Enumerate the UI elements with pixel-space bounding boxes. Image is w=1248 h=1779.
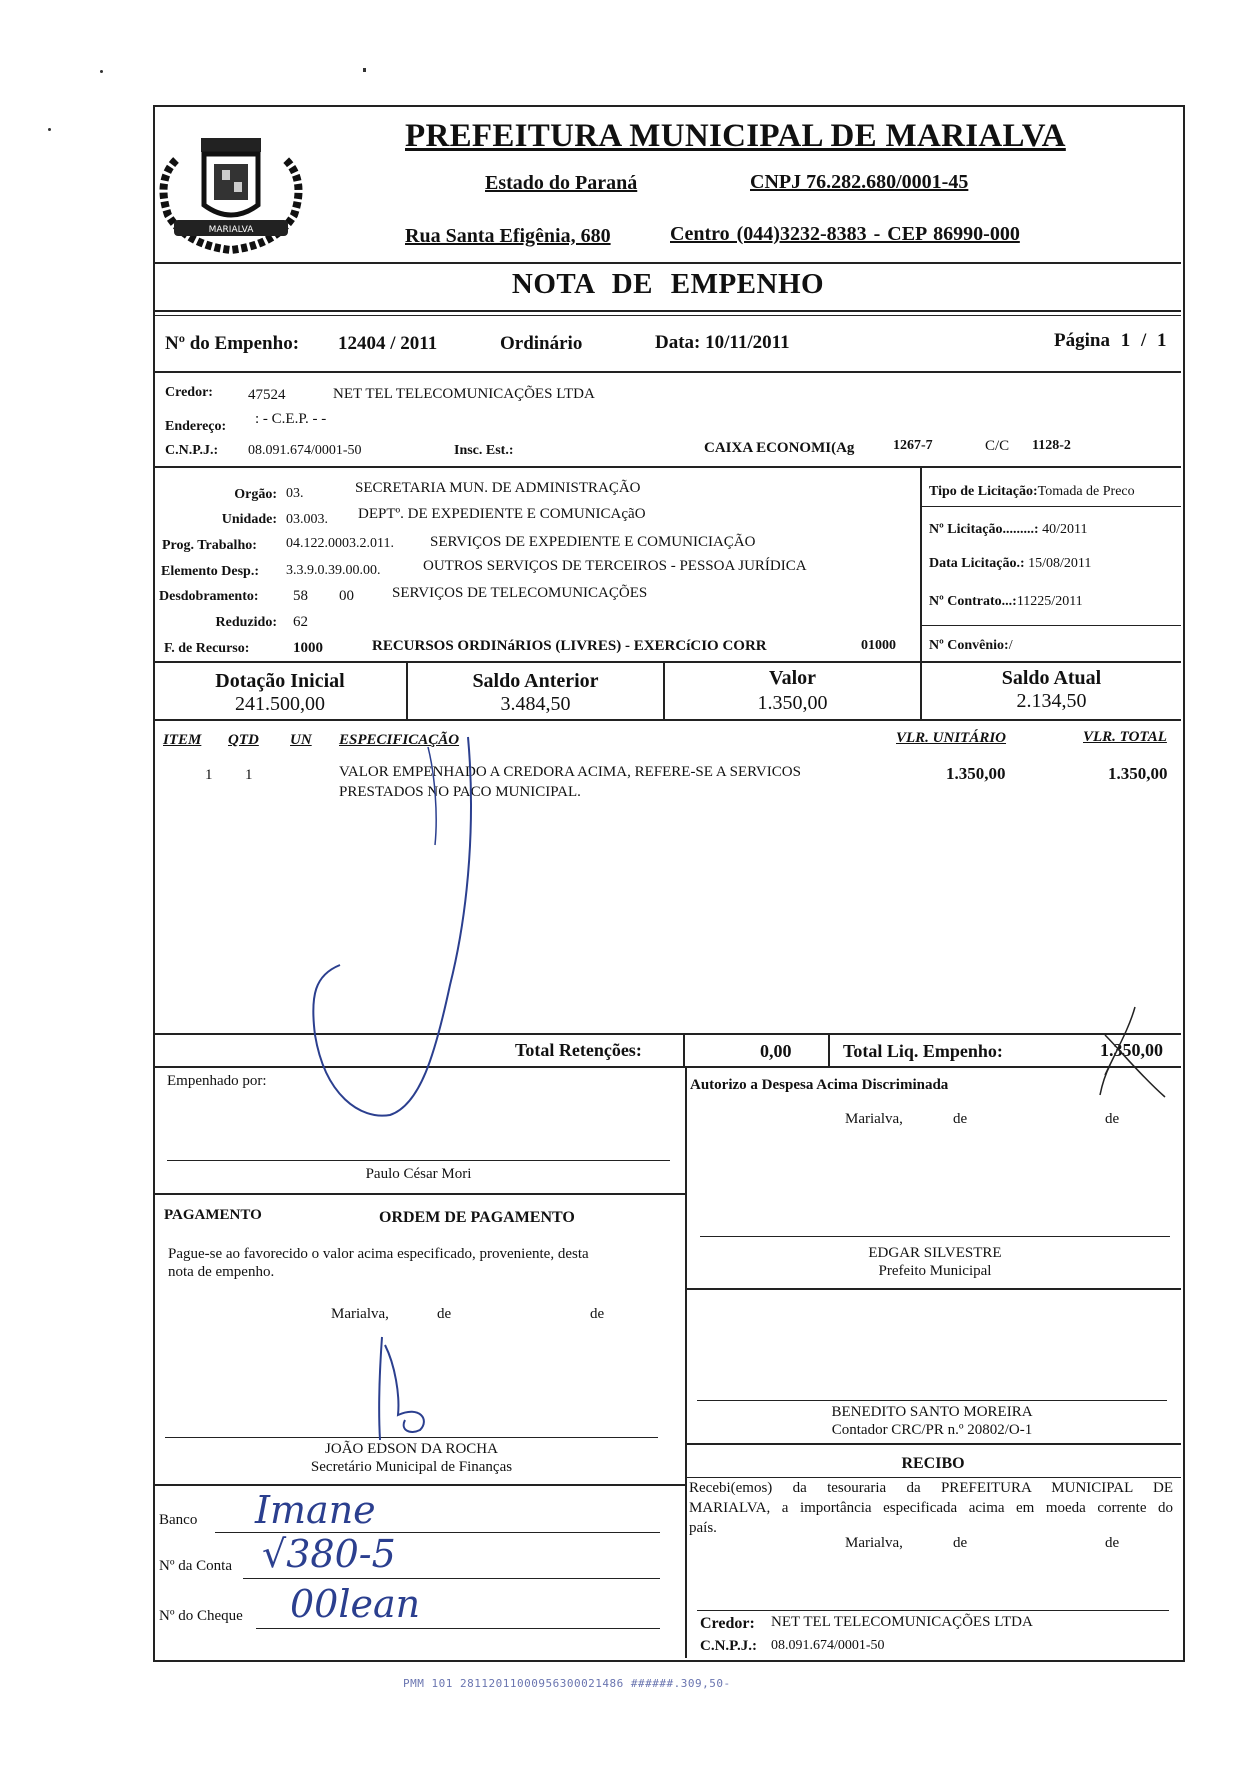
prefeito-role: Prefeito Municipal <box>878 1263 992 1279</box>
district-phone-cep: Centro (044)3232-8383 - CEP 86990-000 <box>670 223 1020 245</box>
contador-role: Contador CRC/PR n.º 20802/O-1 <box>831 1422 1033 1438</box>
recibo-cnpj-value: 08.091.674/0001-50 <box>771 1638 885 1653</box>
recibo-text-line3: país. <box>689 1520 717 1536</box>
convenio-value: / <box>1008 638 1013 653</box>
elemento-label: Elemento Desp.: <box>161 564 259 579</box>
col-vlr-unitario: VLR. UNITÁRIO <box>896 730 1007 746</box>
banco-label: Banco <box>159 1512 198 1528</box>
credor-label: Credor: <box>165 385 213 400</box>
pagamento-text-line1: Pague-se ao favorecido o valor acima especificado, proveniente, desta <box>168 1246 589 1262</box>
pagamento-local: Marialva, <box>331 1306 389 1322</box>
scan-speck <box>48 128 51 131</box>
desdobramento-a: 58 <box>293 588 308 604</box>
contrato-label: Nº Contrato...:11225/2011 <box>929 594 1083 609</box>
state-label: Estado do Paraná <box>485 172 638 194</box>
unidade-code: 03.003. <box>286 512 328 527</box>
unidade-desc: DEPTº. DE EXPEDIENTE E COMUNICAçãO <box>358 506 646 522</box>
prog-trabalho-code: 04.122.0003.2.011. <box>286 536 394 551</box>
col-un: UN <box>290 732 312 748</box>
item-desc-line1: VALOR EMPENHADO A CREDORA ACIMA, REFERE-SE A SERVICOS <box>339 764 801 780</box>
banco-handwritten: Imane <box>255 1488 376 1532</box>
dotacao-value: 241.500,00 <box>235 693 325 715</box>
recurso-number: 01000 <box>861 638 896 653</box>
contrato-value: 11225/2011 <box>1016 594 1083 609</box>
cc-label: C/C <box>985 438 1010 454</box>
prog-trabalho-label: Prog. Trabalho: <box>162 538 257 553</box>
empenho-type: Ordinário <box>500 333 583 354</box>
item-unit-value: 1.350,00 <box>946 764 1006 783</box>
cc-value: 1128-2 <box>1032 438 1071 453</box>
total-liquido-label: Total Liq. Empenho: <box>843 1041 1003 1061</box>
cheque-handwritten: 00lean <box>290 1582 421 1626</box>
credor-name: NET TEL TELECOMUNICAÇÕES LTDA <box>333 386 595 402</box>
elemento-desc: OUTROS SERVIÇOS DE TERCEIROS - PESSOA JURÍDICA <box>423 558 807 574</box>
item-number: 1 <box>205 767 213 783</box>
empenho-number-label: Nº do Empenho: <box>165 333 300 354</box>
desdobramento-b: 00 <box>339 588 354 604</box>
desdobramento-label: Desdobramento: <box>159 589 259 604</box>
municipal-seal-icon <box>156 120 306 260</box>
recibo-title: RECIBO <box>901 1455 965 1472</box>
valor-label: Valor <box>768 667 817 689</box>
autorizo-label: Autorizo a Despesa Acima Discriminada <box>690 1077 949 1093</box>
saldo-atual-label: Saldo Atual <box>1001 667 1102 689</box>
recurso-label: F. de Recurso: <box>164 641 250 656</box>
reduzido-label: Reduzido: <box>215 615 277 630</box>
saldo-atual-value: 2.134,50 <box>1016 690 1087 712</box>
credor-code: 47524 <box>248 387 286 403</box>
orgao-code: 03. <box>286 486 304 501</box>
signature-paulo-icon <box>300 735 480 1145</box>
cnpj-label-credor: C.N.P.J.: <box>165 443 219 458</box>
valor-value: 1.350,00 <box>757 692 828 714</box>
recibo-local: Marialva, <box>845 1535 903 1551</box>
seal-text: MARIALVA <box>208 225 254 235</box>
total-liquido-value: 1.350,00 <box>1100 1040 1163 1060</box>
prefeito-name: EDGAR SILVESTRE <box>868 1245 1002 1261</box>
item-total-value: 1.350,00 <box>1108 764 1168 783</box>
item-desc-line2: PRESTADOS NO PACO MUNICIPAL. <box>339 784 581 800</box>
scan-speck <box>100 70 103 73</box>
convenio-label: Nº Convênio:/ <box>929 638 1013 653</box>
recibo-de2: de <box>1105 1535 1120 1551</box>
conta-label: Nº da Conta <box>159 1558 232 1574</box>
orgao-desc: SECRETARIA MUN. DE ADMINISTRAÇÃO <box>355 480 641 496</box>
num-licitacao-value: 40/2011 <box>1042 522 1088 537</box>
endereco-label: Endereço: <box>165 419 227 434</box>
empenhado-signer: Paulo César Mori <box>365 1166 472 1182</box>
pagamento-title: PAGAMENTO <box>164 1207 262 1223</box>
col-item: ITEM <box>163 732 202 748</box>
cnpj-label: CNPJ 76.282.680/0001-45 <box>750 171 969 193</box>
footer-stamp: PMM 101 28112011000956300021486 ######.309,50- <box>403 1677 731 1690</box>
scan-speck <box>363 68 366 72</box>
contador-name: BENEDITO SANTO MOREIRA <box>831 1404 1033 1420</box>
col-especificacao: ESPECIFICAÇÃO <box>339 732 460 748</box>
secretario-role: Secretário Municipal de Finanças <box>310 1459 513 1475</box>
unidade-label: Unidade: <box>221 512 277 527</box>
page-number: Página 1 / 1 <box>1054 330 1167 351</box>
recurso-desc: RECURSOS ORDINáRIOS (LIVRES) - EXERCíCIO CORR <box>372 638 767 654</box>
desdobramento-desc: SERVIÇOS DE TELECOMUNICAÇÕES <box>392 585 648 601</box>
pagamento-de2: de <box>590 1306 605 1322</box>
prog-trabalho-desc: SERVIÇOS DE EXPEDIENTE E COMUNICIAÇÃO <box>430 534 756 550</box>
saldo-anterior-value: 3.484,50 <box>500 693 571 715</box>
signature-joao-icon <box>370 1335 440 1445</box>
recurso-code: 1000 <box>293 640 323 656</box>
cheque-label: Nº do Cheque <box>159 1608 243 1624</box>
recibo-credor-value: NET TEL TELECOMUNICAÇÕES LTDA <box>771 1614 1033 1630</box>
bank-name: CAIXA ECONOMI(Ag <box>704 440 855 456</box>
elemento-code: 3.3.9.0.39.00.00. <box>286 563 381 578</box>
recibo-cnpj-label: C.N.P.J.: <box>700 1638 757 1654</box>
ordem-pagamento-title: ORDEM DE PAGAMENTO <box>379 1209 575 1226</box>
orgao-label: Orgão: <box>234 487 277 502</box>
col-vlr-total: VLR. TOTAL <box>1083 729 1167 745</box>
recibo-de1: de <box>953 1535 968 1551</box>
saldo-anterior-label: Saldo Anterior <box>472 670 599 692</box>
recibo-credor-label: Credor: <box>700 1615 755 1632</box>
total-retencoes-label: Total Retenções: <box>515 1040 642 1060</box>
credor-cnpj: 08.091.674/0001-50 <box>248 443 362 458</box>
tipo-licitacao-label: Tipo de Licitação:Tomada de Preco <box>929 484 1135 499</box>
check-mark-icon <box>1090 1005 1170 1100</box>
total-retencoes-value: 0,00 <box>760 1041 792 1061</box>
autorizo-de2: de <box>1105 1111 1120 1127</box>
autorizo-local: Marialva, <box>845 1111 903 1127</box>
pagamento-text-line2: nota de empenho. <box>168 1264 275 1280</box>
num-licitacao-label: Nº Licitação.........: 40/2011 <box>929 522 1088 537</box>
prefeitura-title: PREFEITURA MUNICIPAL DE MARIALVA <box>405 118 1066 154</box>
doc-title: NOTA DE EMPENHO <box>511 268 825 300</box>
empenhado-por-label: Empenhado por: <box>167 1073 267 1089</box>
col-qtd: QTD <box>228 732 259 748</box>
dotacao-label: Dotação Inicial <box>215 670 345 692</box>
data-licitacao-label: Data Licitação.: 15/08/2011 <box>929 556 1092 571</box>
data-licitacao-value: 15/08/2011 <box>1028 556 1092 571</box>
insc-est-label: Insc. Est.: <box>454 443 514 458</box>
conta-handwritten: √380-5 <box>262 1532 396 1576</box>
empenho-date: Data: 10/11/2011 <box>655 332 790 353</box>
tipo-licitacao-value: Tomada de Preco <box>1037 484 1135 499</box>
reduzido-value: 62 <box>293 614 308 630</box>
empenho-number-value: 12404 / 2011 <box>338 333 438 354</box>
autorizo-de1: de <box>953 1111 968 1127</box>
recibo-text-line2: MARIALVA, a importância especificada acima em moeda corrente do <box>689 1500 1173 1516</box>
secretario-name: JOÃO EDSON DA ROCHA <box>325 1441 498 1457</box>
endereco-value: : - C.E.P. - - <box>255 411 327 427</box>
address-label: Rua Santa Efigênia, 680 <box>405 225 611 247</box>
recibo-text-line1: Recebi(emos) da tesouraria da PREFEITURA MUNICIPAL DE <box>689 1480 1173 1496</box>
item-qtd: 1 <box>245 767 253 783</box>
pagamento-de1: de <box>437 1306 452 1322</box>
bank-agency: 1267-7 <box>893 438 933 453</box>
